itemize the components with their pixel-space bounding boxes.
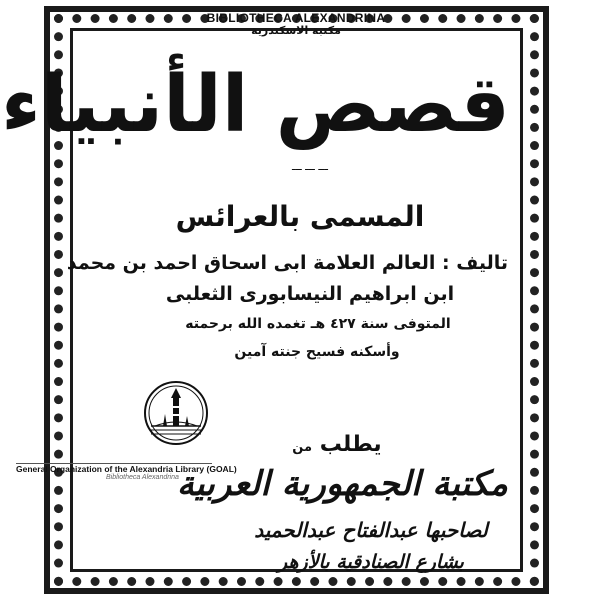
author-line-2: ابن ابراهيم النيسابورى الثعلبى [165, 283, 455, 305]
publisher-owner: لصاحبها عبدالفتاح عبدالحميد [254, 518, 488, 542]
stamp-latin-text: BIBLIOTHECA ALEXANDRINA [206, 11, 386, 25]
author-line-1: تاليف : العالم العلامة ابى اسحاق احمد بن محمد [66, 252, 508, 274]
catalog-stamp-line-1: General Organization of the Alexandria Library (GOAL) [16, 464, 237, 474]
publisher-address: بشارع الصنادقية بالأزهر [278, 551, 464, 573]
book-subtitle: المسمى بالعرائس [175, 200, 425, 233]
catalog-stamp-line-2: Bibliotheca Alexandrina [106, 474, 179, 481]
library-ownership-stamp [182, 12, 410, 48]
book-title: قصص الأنبياء [1, 60, 510, 150]
author-death-date: المتوفى سنة ٤٢٧ هـ تغمده الله برحمته [185, 316, 451, 332]
author-prayer: وأسكنه فسيح جنته آمين [234, 344, 400, 360]
request-from [222, 432, 452, 457]
title-ornament: ـــ ـــ ـــ [292, 160, 328, 173]
publisher-emblem-icon [141, 378, 211, 448]
request-from-word: من [292, 440, 313, 455]
request-main: يطلب [319, 432, 382, 457]
stamp-arabic-text: مكتبة الاسكندرية [251, 23, 341, 37]
publisher-name: مكتبة الجمهورية العربية [176, 464, 508, 504]
